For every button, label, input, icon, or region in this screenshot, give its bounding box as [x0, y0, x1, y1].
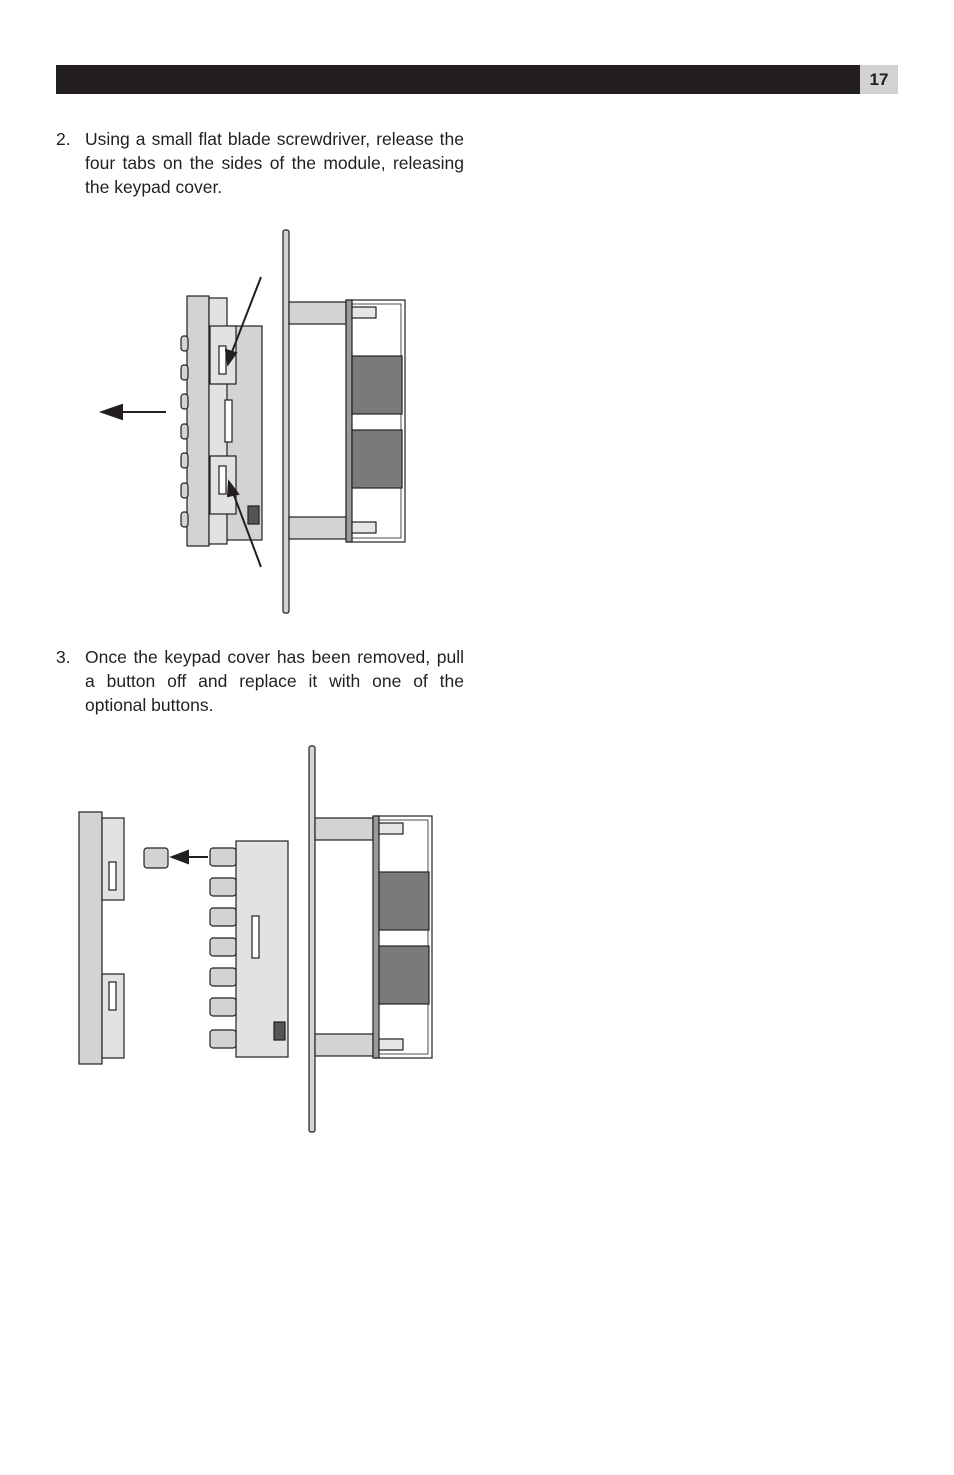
mounting-bracket-inner — [379, 820, 428, 1054]
connector-top — [379, 872, 429, 930]
screw-top — [379, 823, 403, 834]
standoff-bottom — [289, 517, 346, 539]
keypad-button — [181, 336, 188, 351]
keypad-button — [181, 453, 188, 468]
screw-bottom — [379, 1039, 403, 1050]
connector-bottom — [352, 430, 402, 488]
keypad-button — [181, 394, 188, 409]
step-number: 3. — [56, 647, 71, 667]
tab-slot-bottom — [219, 466, 226, 494]
keypad-button — [181, 512, 188, 527]
standoff-bottom — [315, 1034, 373, 1056]
bracket-spine — [346, 300, 352, 542]
keypad-button — [181, 424, 188, 439]
keypad-button — [210, 938, 236, 956]
keypad-button — [210, 878, 236, 896]
step-3 — [56, 645, 464, 717]
connector-top — [352, 356, 402, 414]
wall-plate — [309, 746, 315, 1132]
mounting-bracket-inner — [352, 304, 401, 538]
step-2 — [56, 127, 464, 199]
keypad-button — [210, 848, 236, 866]
keypad-cover — [187, 296, 209, 546]
mounting-bracket — [375, 816, 432, 1058]
standoff-top — [289, 302, 346, 324]
header-bar — [56, 65, 860, 94]
tab-slot-top — [109, 862, 116, 890]
standoff-top — [315, 818, 373, 840]
keypad-cover — [79, 812, 102, 1064]
page-number: 17 — [860, 65, 898, 94]
pull-arrowhead — [102, 405, 122, 419]
keypad-cover-release-diagram — [90, 222, 420, 622]
board-chip — [274, 1022, 285, 1040]
board-chip — [248, 506, 259, 524]
board-slot — [252, 916, 259, 958]
step-text: Using a small flat blade screwdriver, release the four tabs on the sides of the module, releasing the keypad cover. — [85, 129, 464, 197]
tab-mid-slot — [225, 400, 232, 442]
keypad-button — [210, 1030, 236, 1048]
step-text: Once the keypad cover has been removed, pull a button off and replace it with one of the optional buttons. — [85, 647, 464, 715]
removed-button — [144, 848, 168, 868]
bracket-spine — [373, 816, 379, 1058]
screw-bottom — [352, 522, 376, 533]
tab-slot-bottom — [109, 982, 116, 1010]
tab-slot-top — [219, 346, 226, 374]
connector-bottom — [379, 946, 429, 1004]
keypad-button — [210, 998, 236, 1016]
keypad-button — [181, 483, 188, 498]
step-number: 2. — [56, 129, 71, 149]
pull-arrowhead — [172, 851, 188, 863]
keypad-button — [210, 968, 236, 986]
mounting-bracket — [348, 300, 405, 542]
button-replacement-diagram — [70, 738, 450, 1138]
wall-plate — [283, 230, 289, 613]
keypad-button — [210, 908, 236, 926]
screw-top — [352, 307, 376, 318]
keypad-button — [181, 365, 188, 380]
